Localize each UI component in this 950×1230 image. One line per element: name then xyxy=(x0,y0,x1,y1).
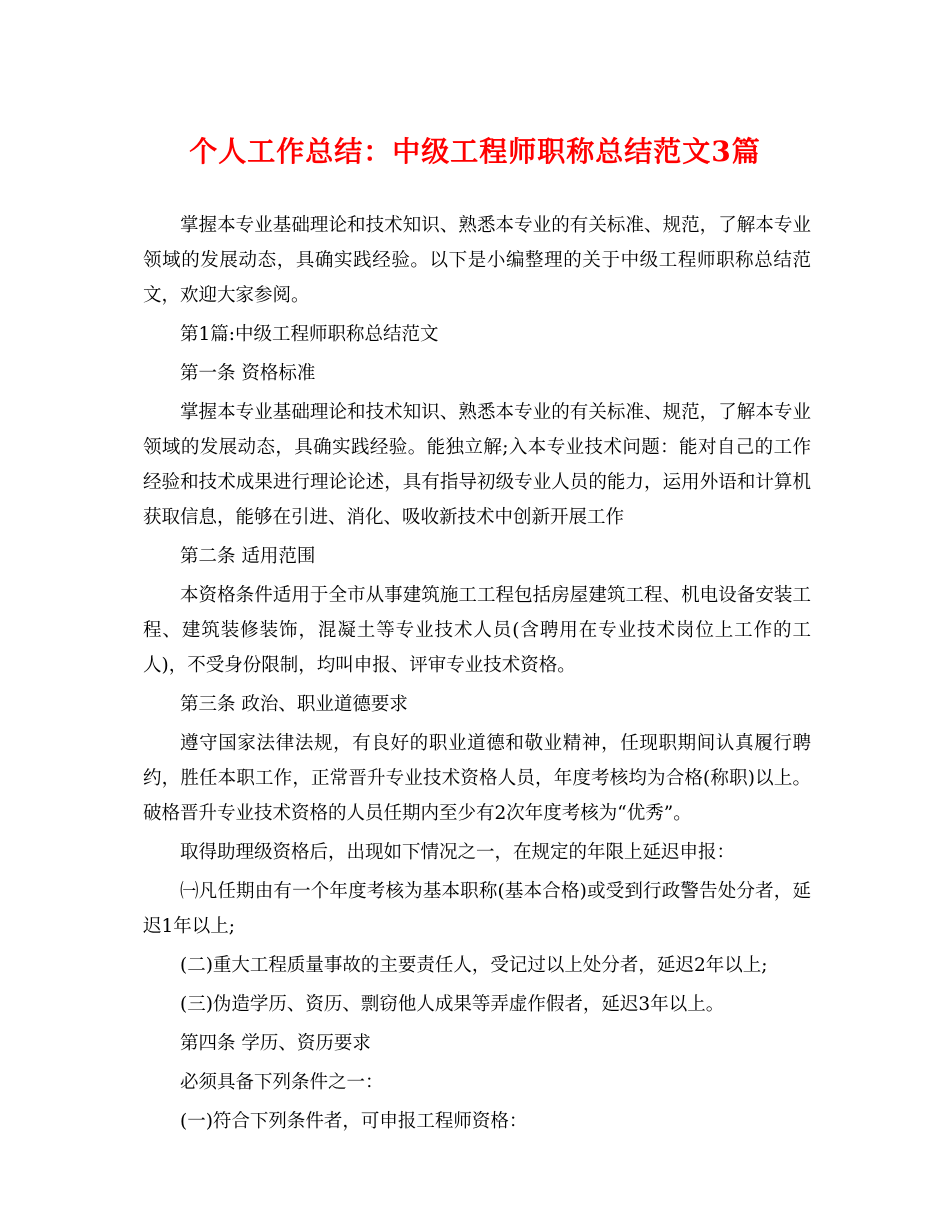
article-3-heading: 第三条 政治、职业道德要求 xyxy=(180,694,408,715)
article-4-heading: 第四条 学历、资历要求 xyxy=(180,1033,371,1054)
delay-conditions-intro: 取得助理级资格后，出现如下情况之一，在规定的年限上延迟申报： xyxy=(180,842,736,863)
document-title: 个人工作总结：中级工程师职称总结范文3篇 xyxy=(189,135,761,168)
article-4-item-1: (一)符合下列条件者，可申报工程师资格： xyxy=(180,1111,528,1132)
document-body xyxy=(143,208,811,1143)
article-3-paragraph: 遵守国家法律法规，有良好的职业道德和敬业精神，任现职期间认真履行聘约，胜任本职工作，正常晋升专业技术资格人员，年度考核均为合格(称职)以上。破格晋升专业技术资格的人员任期内至少有2次年度考核为“优秀”。 xyxy=(143,733,811,824)
delay-condition-1: ㈠凡任期由有一个年度考核为基本职称(基本合格)或受到行政警告处分者，延迟1年以上; xyxy=(143,881,811,937)
intro-paragraph: 掌握本专业基础理论和技术知识、熟悉本专业的有关标准、规范，了解本专业领域的发展动态，具确实践经验。以下是小编整理的关于中级工程师职称总结范文，欢迎大家参阅。 xyxy=(143,215,811,306)
article-2-paragraph: 本资格条件适用于全市从事建筑施工工程包括房屋建筑工程、机电设备安装工程、建筑装修装饰，混凝土等专业技术人员(含聘用在专业技术岗位上工作的工人)，不受身份限制，均叫申报、评审专业技术资格。 xyxy=(143,585,811,676)
section-heading-part-1: 第1篇:中级工程师职称总结范文 xyxy=(180,324,439,345)
article-1-paragraph: 掌握本专业基础理论和技术知识、熟悉本专业的有关标准、规范，了解本专业领域的发展动态，具确实践经验。能独立解;入本专业技术问题：能对自己的工作经验和技术成果进行理论论述，具有指导初级专业人员的能力，运用外语和计算机获取信息，能够在引进、消化、吸收新技术中创新开展工作 xyxy=(143,402,811,528)
article-1-heading: 第一条 资格标准 xyxy=(180,363,316,384)
delay-condition-3: (三)伪造学历、资历、剽窃他人成果等弄虚作假者，延迟3年以上。 xyxy=(180,994,725,1015)
article-4-paragraph: 必须具备下列条件之一： xyxy=(180,1072,384,1093)
article-2-heading: 第二条 适用范围 xyxy=(180,546,316,567)
delay-condition-2: (二)重大工程质量事故的主要责任人，受记过以上处分者，延迟2年以上; xyxy=(180,955,768,976)
